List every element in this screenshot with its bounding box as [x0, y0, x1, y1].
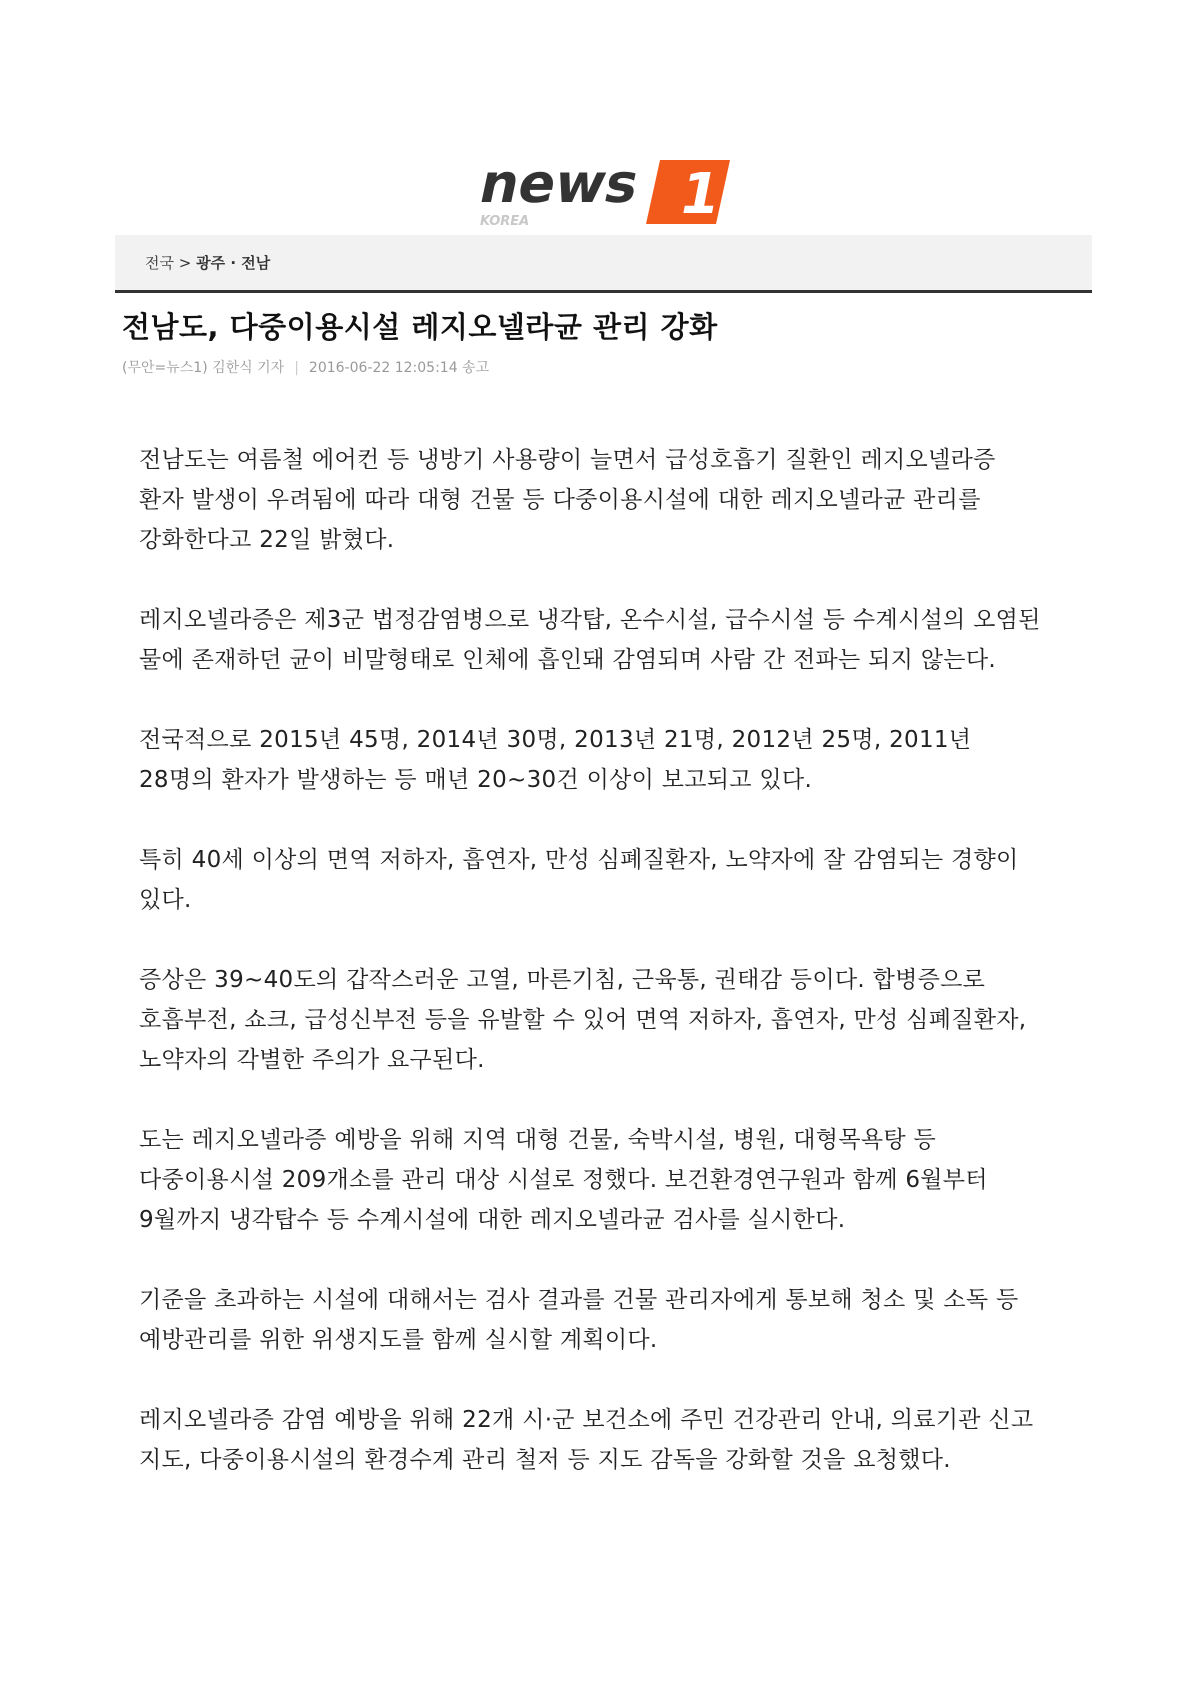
- news1-logo[interactable]: [478, 150, 733, 230]
- breadcrumb-bar: [115, 235, 1092, 293]
- article-body: [139, 440, 1044, 1520]
- logo-wordmark: news: [478, 151, 645, 215]
- article-paragraph: 전국적으로 2015년 45명, 2014년 30명, 2013년 21명, 2012년 25명, 2011년 28명의 환자가 발생하는 등 매년 20~30건 이상이 보고되고 있다.: [139, 727, 972, 793]
- logo-numeral: 1: [681, 162, 720, 227]
- logo-subtitle: KOREA: [480, 214, 530, 229]
- article-paragraph: 전남도는 여름철 에어컨 등 냉방기 사용량이 늘면서 급성호흡기 질환인 레지오넬라증 환자 발생이 우려됨에 따라 대형 건물 등 다중이용시설에 대한 레지오넬라균 관리를 강화한다고 22일 밝혔다.: [139, 447, 996, 553]
- byline-timestamp: 2016-06-22 12:05:14 송고: [308, 360, 490, 376]
- article-paragraph: 레지오넬라증 감염 예방을 위해 22개 시·군 보건소에 주민 건강관리 안내, 의료기관 신고 지도, 다중이용시설의 환경수계 관리 철저 등 지도 감독을 강화할 것을 요청했다.: [139, 1407, 1034, 1473]
- breadcrumb: [145, 252, 270, 273]
- breadcrumb-root-link[interactable]: 전국: [145, 254, 174, 272]
- article-paragraph: 도는 레지오넬라증 예방을 위해 지역 대형 건물, 숙박시설, 병원, 대형목욕탕 등 다중이용시설 209개소를 관리 대상 시설로 정했다. 보건환경연구원과 함께 6월부터 9월까지 냉각탑수 등 수계시설에 대한 레지오넬라균 검사를 실시한다.: [139, 1127, 988, 1233]
- article-paragraph: 특히 40세 이상의 면역 저하자, 흡연자, 만성 심폐질환자, 노약자에 잘 감염되는 경향이 있다.: [139, 847, 1019, 913]
- article-title: 전남도, 다중이용시설 레지오넬라균 관리 강화: [122, 310, 718, 344]
- breadcrumb-separator: >: [178, 254, 192, 272]
- article-paragraph: 증상은 39~40도의 갑작스러운 고열, 마른기침, 근육통, 권태감 등이다. 합병증으로 호흡부전, 쇼크, 급성신부전 등을 유발할 수 있어 면역 저하자, 흡연자, 만성 심폐질환자, 노약자의 각별한 주의가 요구된다.: [139, 967, 1027, 1073]
- article-paragraph: 기준을 초과하는 시설에 대해서는 검사 결과를 건물 관리자에게 통보해 청소 및 소독 등 예방관리를 위한 위생지도를 함께 실시할 계획이다.: [139, 1287, 1019, 1353]
- byline-separator: |: [294, 360, 299, 376]
- article-byline: [122, 357, 489, 377]
- news1-logo-graphic: [478, 150, 733, 230]
- breadcrumb-current-link[interactable]: 광주 · 전남: [196, 254, 271, 272]
- byline-source: (무안=뉴스1) 김한식 기자: [122, 360, 285, 376]
- article-paragraph: 레지오넬라증은 제3군 법정감염병으로 냉각탑, 온수시설, 급수시설 등 수계시설의 오염된 물에 존재하던 균이 비말형태로 인체에 흡인돼 감염되며 사람 간 전파는 되지 않는다.: [139, 607, 1041, 673]
